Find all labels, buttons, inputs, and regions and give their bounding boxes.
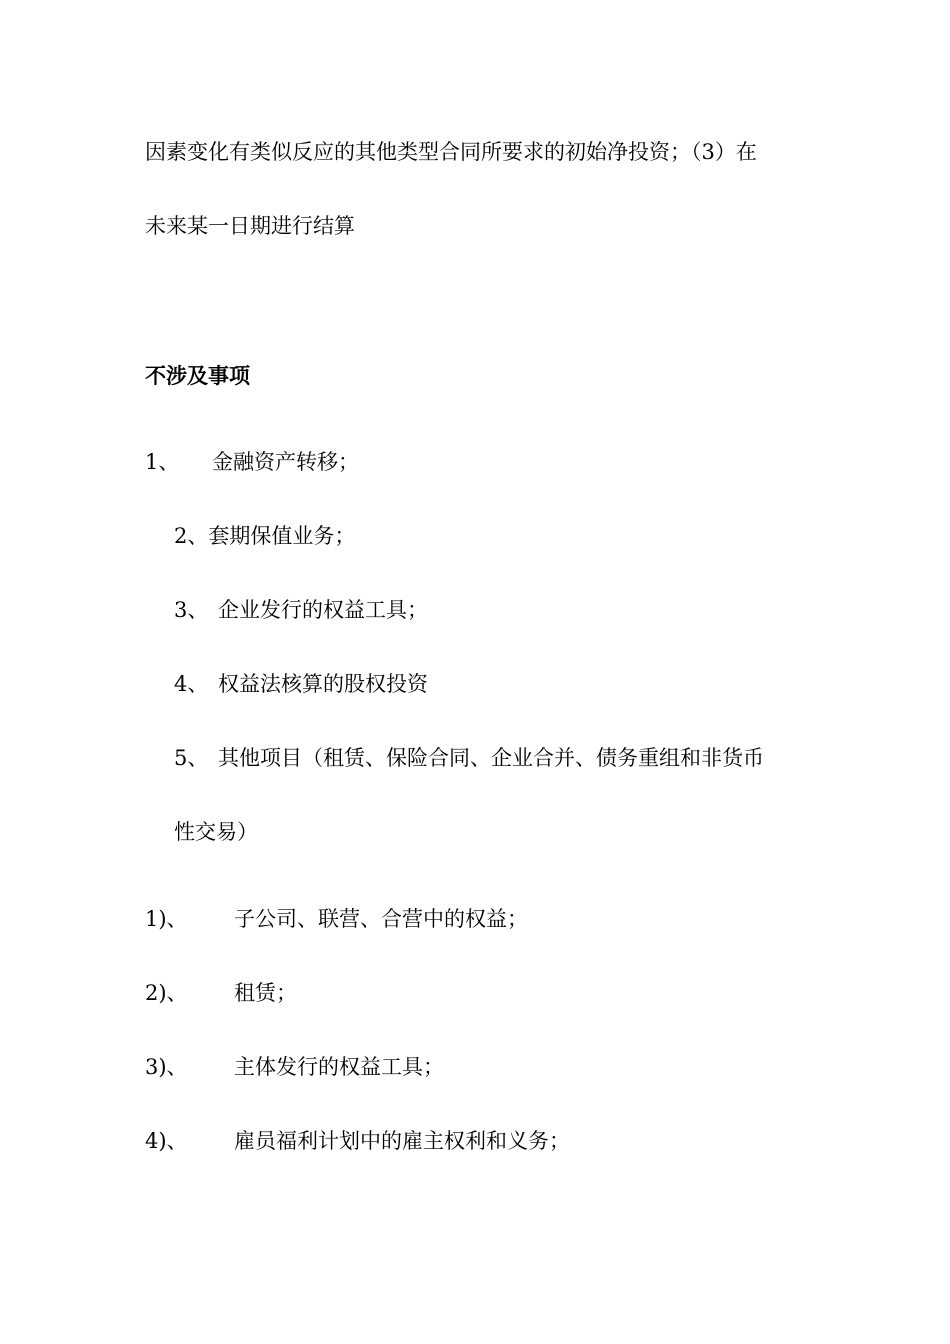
sub-list-item (145, 905, 528, 933)
list-item (174, 596, 428, 624)
section-title: 不涉及事项 (145, 364, 250, 388)
sub-list-item-text: 租赁； (234, 981, 297, 1005)
list-item (174, 670, 428, 698)
sub-list-item-number: 1)、 (145, 907, 188, 931)
sub-list-item-number: 4)、 (145, 1129, 188, 1153)
sub-list-item (145, 1053, 444, 1081)
list-item-number: 2、 (174, 524, 209, 548)
list-item-number: 1、 (145, 450, 180, 474)
list-item-continuation: 性交易） (174, 820, 258, 844)
intro-line-1: 因素变化有类似反应的其他类型合同所要求的初始净投资；（3）在 (145, 140, 757, 164)
list-item-text: 权益法核算的股权投资 (218, 672, 428, 696)
list-item-number: 4、 (174, 672, 209, 696)
list-item-text: 其他项目（租赁、保险合同、企业合并、债务重组和非货币 (218, 746, 764, 770)
sub-list-item-text: 子公司、联营、合营中的权益； (234, 907, 528, 931)
sub-list-item-number: 3)、 (145, 1055, 188, 1079)
sub-list-item-text: 主体发行的权益工具； (234, 1055, 444, 1079)
list-item (174, 744, 764, 772)
sub-list-item (145, 1127, 570, 1155)
list-item (145, 448, 359, 476)
list-item-text: 金融资产转移； (212, 450, 359, 474)
list-item (174, 522, 355, 550)
list-item-text: 套期保值业务； (208, 524, 356, 548)
list-item-number: 3、 (174, 598, 209, 622)
sub-list-item (145, 979, 297, 1007)
list-item-text: 企业发行的权益工具； (218, 598, 428, 622)
intro-line-2: 未来某一日期进行结算 (145, 214, 355, 238)
sub-list-item-number: 2)、 (145, 981, 188, 1005)
sub-list-item-text: 雇员福利计划中的雇主权利和义务； (234, 1129, 570, 1153)
list-item-number: 5、 (174, 746, 209, 770)
